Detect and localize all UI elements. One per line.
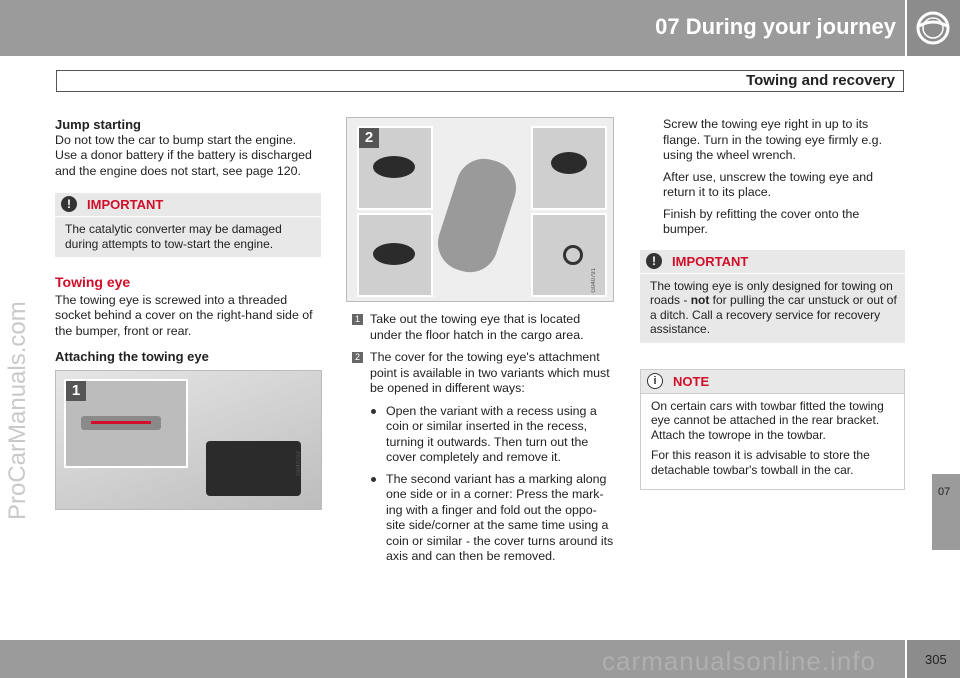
watermark-left: ProCarManuals.com xyxy=(4,301,31,520)
step-2-number: 2 xyxy=(352,352,363,363)
figure-1-badge: 1 xyxy=(66,381,86,401)
page-number-box xyxy=(907,640,960,678)
step-1-number: 1 xyxy=(352,314,363,325)
cover-variants-list xyxy=(352,404,614,565)
note-box xyxy=(640,369,905,491)
figure-2-code: G040791 xyxy=(591,268,597,293)
important-text xyxy=(640,274,905,343)
page-number: 305 xyxy=(925,652,947,667)
important-text-end: for pulling the car unstuck or out of a ditch. Call a recovery service for recovery assistance. xyxy=(650,293,897,336)
note-box-header xyxy=(641,370,904,394)
column-1 xyxy=(55,117,321,365)
column-3 xyxy=(640,117,905,490)
section-header xyxy=(56,70,904,92)
important-text: The catalytic converter may be damaged during attempts to tow-start the engine. xyxy=(65,222,282,251)
steering-wheel-icon xyxy=(907,0,960,56)
important-box-1 xyxy=(55,193,321,257)
important-label: IMPORTANT xyxy=(87,197,164,212)
towing-eye-text: The towing eye is screwed into a threaded socket behind a cover on the right-hand side of the bumper, front or rear. xyxy=(55,292,313,338)
important-box-2 xyxy=(640,250,905,343)
step-1 xyxy=(352,312,614,343)
column-2 xyxy=(352,312,614,571)
screw-in-text: Screw the towing eye right in up to its flange. Turn in the towing eye firmly e.g. using the wheel wrench. xyxy=(663,117,883,162)
jump-starting-heading: Jump starting xyxy=(55,117,141,132)
info-icon: i xyxy=(647,373,663,389)
towing-eye-heading: Towing eye xyxy=(55,274,131,290)
chapter-tab-label: 07 xyxy=(938,486,951,498)
note-text-2: For this reason it is advisable to store the detachable towbar's towball in the car. xyxy=(651,448,870,477)
figure-1-code: G040792 xyxy=(296,451,302,476)
jump-starting-text: Do not tow the car to bump start the engine. Use a donor battery if the battery is discharged and the engine does not start, see page 120. xyxy=(55,132,312,178)
after-use-text: After use, unscrew the towing eye and return it to its place. xyxy=(663,169,874,199)
warning-icon: ! xyxy=(61,196,77,212)
car-top-view xyxy=(431,152,524,280)
list-item: The second variant has a marking along one side or in a corner: Press the mark-ing with a finger and fold out the oppo-site side/corner at the same time using a coin or similar - the cover turns around its axis and can then be removed. xyxy=(386,471,614,563)
note-label: NOTE xyxy=(673,373,710,389)
figure-towing-eye-cover xyxy=(346,117,614,302)
warning-icon: ! xyxy=(646,253,662,269)
refit-cover-text: Finish by refitting the cover onto the bumper. xyxy=(663,206,860,236)
figure-2-inset-top-right xyxy=(531,126,607,210)
important-box-header xyxy=(55,193,321,217)
attaching-heading: Attaching the towing eye xyxy=(55,349,209,364)
important-text-start: The towing eye is only designed for towing on roads - xyxy=(650,278,893,307)
note-text xyxy=(641,394,904,490)
figure-2-inset-bottom-left xyxy=(357,213,433,297)
chapter-title: 07 During your journey xyxy=(655,14,896,39)
chapter-tab xyxy=(932,474,960,550)
chapter-icon-box xyxy=(907,0,960,56)
section-title: Towing and recovery xyxy=(746,72,895,89)
note-text-1: On certain cars with towbar fitted the towing eye cannot be attached in the rear bracket. Attach the towrope in the towbar. xyxy=(651,398,884,442)
floor-hatch-compartment xyxy=(206,441,301,496)
figure-2-badge: 2 xyxy=(359,128,379,148)
important-text-emphasis: not xyxy=(690,293,710,307)
list-item: Open the variant with a recess using a coin or similar inserted in the recess, turning it outwards. Then turn out the cover completely and remove it. xyxy=(386,404,614,466)
step-1-text: Take out the towing eye that is located under the floor hatch in the cargo area. xyxy=(370,312,584,342)
step-2 xyxy=(352,350,614,397)
important-label: IMPORTANT xyxy=(672,253,749,269)
step-2-text: The cover for the towing eye's attachment point is available in two variants which must be opened in different ways: xyxy=(370,350,610,395)
watermark-bottom: carmanualsonline.info xyxy=(602,646,876,676)
figure-cargo-area xyxy=(55,370,322,510)
important-box-header xyxy=(640,250,905,274)
procedure-text xyxy=(640,117,905,238)
